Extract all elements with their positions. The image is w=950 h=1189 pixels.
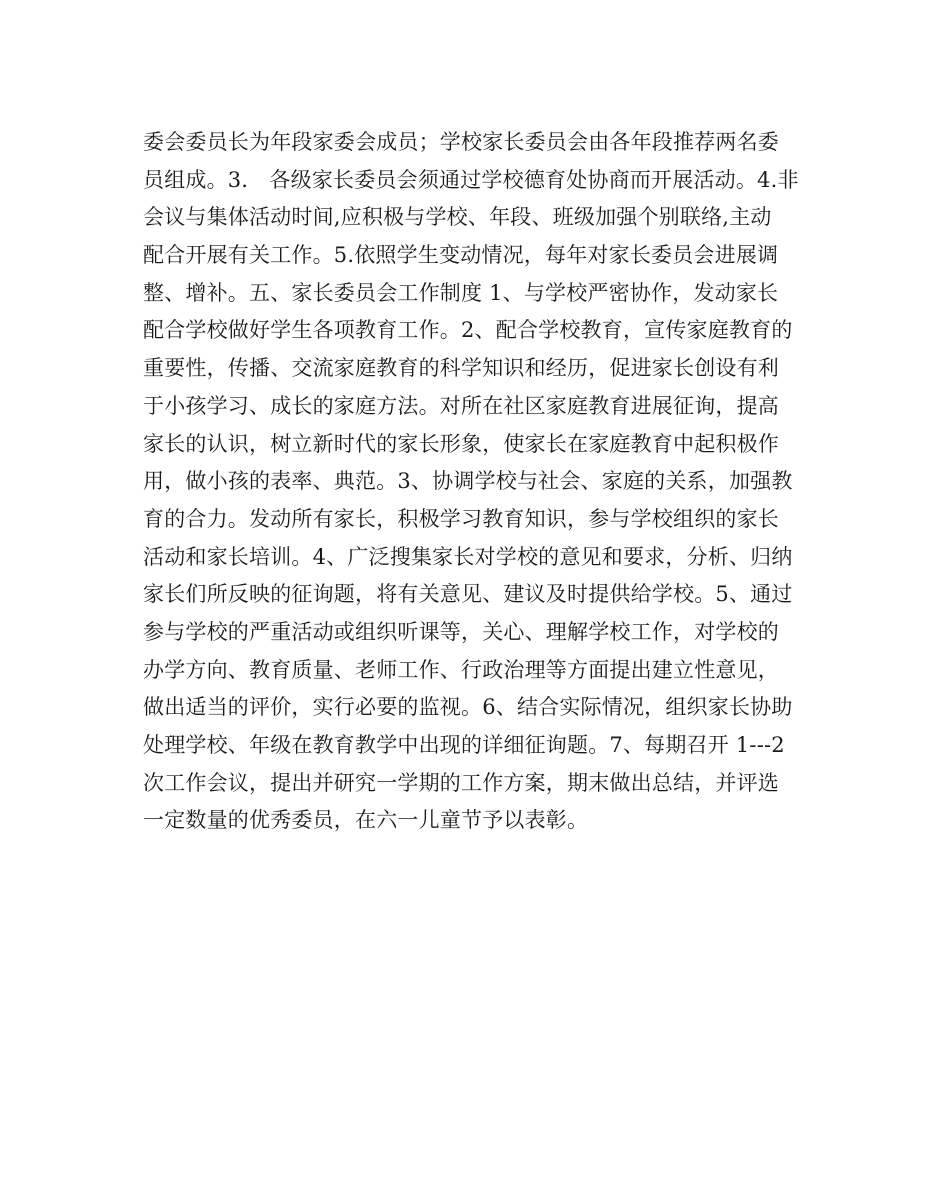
text-line-3: 会议与集体活动时间,应积极与学校、年段、班级加强个别联络,主动: [143, 205, 772, 230]
text-line-19: 一定数量的优秀委员，在六一儿童节予以表彰。: [143, 808, 589, 833]
text-line-14: 参与学校的严重活动或组织听课等，关心、理解学校工作，对学校的: [143, 619, 779, 644]
text-line-2: 员组成。3． 各级家长委员会须通过学校德育处协商而开展活动。4.非: [143, 167, 799, 192]
text-line-5: 整、增补。五、家长委员会工作制度 1、与学校严密协作，发动家长: [143, 280, 779, 305]
text-line-9: 家长的认识，树立新时代的家长形象，使家长在家庭教育中起积极作: [143, 431, 779, 456]
text-line-18: 次工作会议，提出并研究一学期的工作方案，期末做出总结，并评选: [143, 770, 779, 795]
body-text: [143, 124, 823, 840]
text-line-7: 重要性，传播、交流家庭教育的科学知识和经历，促进家长创设有利: [143, 356, 779, 381]
text-line-1: 委会委员长为年段家委会成员；学校家长委员会由各年段推荐两名委: [143, 130, 779, 154]
text-line-6: 配合学校做好学生各项教育工作。2、配合学校教育，宣传家庭教育的: [143, 318, 793, 343]
text-line-12: 活动和家长培训。4、广泛搜集家长对学校的意见和要求，分析、归纳: [143, 544, 793, 569]
text-line-10: 用，做小孩的表率、典范。3、协调学校与社会、家庭的关系，加强教: [143, 469, 793, 494]
text-line-17: 处理学校、年级在教育教学中出现的详细征询题。7、每期召开 1---2: [143, 733, 785, 757]
text-line-13: 家长们所反映的征询题，将有关意见、建议及时提供给学校。5、通过: [143, 582, 793, 607]
text-line-8: 于小孩学习、成长的家庭方法。对所在社区家庭教育进展征询，提高: [143, 393, 779, 418]
text-line-15: 办学方向、教育质量、老师工作、行政治理等方面提出建立性意见，: [143, 657, 779, 682]
text-line-16: 做出适当的评价，实行必要的监视。6、结合实际情况，组织家长协助: [143, 695, 793, 720]
text-line-11: 育的合力。发动所有家长，积极学习教育知识，参与学校组织的家长: [143, 506, 779, 531]
text-line-4: 配合开展有关工作。5.依照学生变动情况，每年对家长委员会进展调: [143, 243, 779, 268]
